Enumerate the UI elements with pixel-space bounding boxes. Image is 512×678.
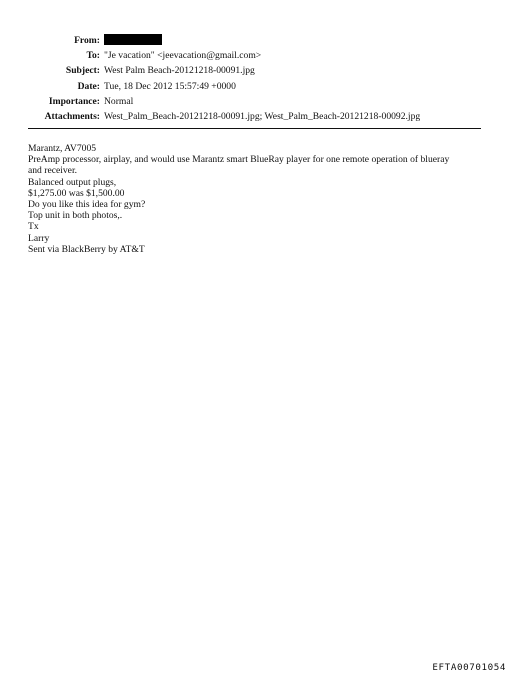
body-line: Marantz, AV7005 [28, 143, 97, 154]
header-divider [28, 128, 481, 129]
attachments-value: West_Palm_Beach-20121218-00091.jpg; West_Palm_Beach-20121218-00092.jpg [104, 110, 421, 122]
body-line: Do you like this idea for gym? [28, 199, 146, 211]
to-row [28, 48, 488, 63]
attachments-row [28, 109, 488, 124]
body-line: PreAmp processor, airplay, and would use Marantz smart BlueRay player for one remote operation of blueray [28, 154, 450, 166]
body-line: Top unit in both photos,. [28, 210, 123, 222]
importance-row [28, 94, 488, 109]
date-value: Tue, 18 Dec 2012 15:57:49 +0000 [104, 80, 236, 92]
importance-label: Importance: [48, 95, 100, 107]
body-line: and receiver. [28, 165, 78, 177]
document-id: EFTA00701054 [432, 662, 506, 673]
subject-row [28, 63, 488, 78]
attachments-label: Attachments: [44, 110, 100, 122]
body-line: Sent via BlackBerry by AT&T [28, 243, 145, 255]
subject-value: West Palm Beach-20121218-00091.jpg [104, 65, 255, 77]
email-header [28, 33, 488, 124]
importance-value: Normal [104, 95, 134, 107]
body-line: Balanced output plugs, [28, 176, 117, 188]
redaction-block [104, 34, 162, 45]
body-line: $1,275.00 was $1,500.00 [28, 187, 125, 199]
date-row [28, 79, 488, 94]
date-label: Date: [77, 80, 100, 92]
body-line: Tx [28, 221, 39, 233]
email-body [28, 143, 488, 255]
body-line: Larry [28, 232, 50, 244]
subject-label: Subject: [65, 65, 100, 77]
from-label: From: [74, 35, 100, 46]
to-label: To: [86, 50, 100, 62]
from-row [28, 33, 488, 48]
to-value: "Je vacation" <jeevacation@gmail.com> [104, 50, 262, 62]
from-value [104, 33, 162, 48]
